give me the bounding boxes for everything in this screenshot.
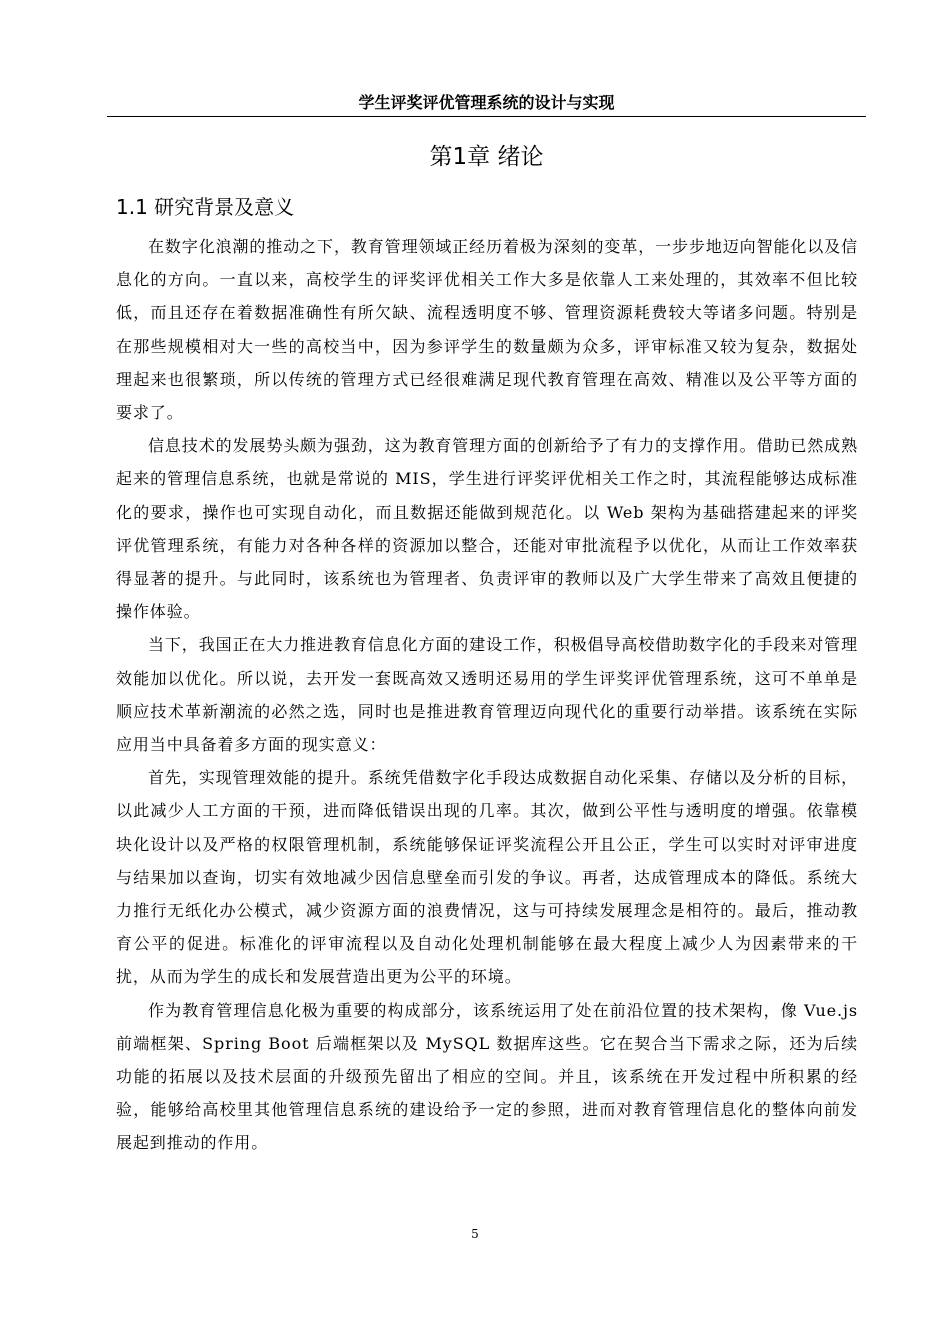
paragraph: 首先，实现管理效能的提升。系统凭借数字化手段达成数据自动化采集、存储以及分析的目标，以此减少人工方面的干预，进而降低错误出现的几率。其次，做到公平性与透明度的增强。依靠模块化设计以及严格的权限管理机制，系统能够保证评奖流程公开且公正，学生可以实时对评审进度与结果加以查询，切实有效地减少因信息壁垒而引发的争议。再者，达成管理成本的降低。系统大力推行无纸化办公模式，减少资源方面的浪费情况，这与可持续发展理念是相符的。最后，推动教育公平的促进。标准化的评审流程以及自动化处理机制能够在最大程度上减少人为因素带来的干扰，从而为学生的成长和发展营造出更为公平的环境。: [116, 768, 858, 987]
section-title: 1.1 研究背景及意义: [116, 195, 295, 219]
paragraph: 在数字化浪潮的推动之下，教育管理领域正经历着极为深刻的变革，一步步地迈向智能化以及信息化的方向。一直以来，高校学生的评奖评优相关工作大多是依靠人工来处理的，其效率不但比较低，而且还存在着数据准确性有所欠缺、流程透明度不够、管理资源耗费较大等诸多问题。特别是在那些规模相对大一些的高校当中，因为参评学生的数量颇为众多，评审标准又较为复杂，数据处理起来也很繁琐，所以传统的管理方式已经很难满足现代教育管理在高效、精准以及公平等方面的要求了。: [116, 237, 858, 423]
page-number: 5: [471, 1227, 479, 1241]
paragraph: 信息技术的发展势头颇为强劲，这为教育管理方面的创新给予了有力的支撑作用。借助已然成熟起来的管理信息系统，也就是常说的 MIS，学生进行评奖评优相关工作之时，其流程能够达成标准化的要求，操作也可实现自动化，而且数据还能做到规范化。以 Web 架构为基础搭建起来的评奖评优管理系统，有能力对各种各样的资源加以整合，还能对审批流程予以优化，从而让工作效率获得显著的提升。与此同时，该系统也为管理者、负责评审的教师以及广大学生带来了高效且便捷的操作体验。: [116, 436, 858, 622]
paragraph: 作为教育管理信息化极为重要的构成部分，该系统运用了处在前沿位置的技术架构，像 Vue.js 前端框架、Spring Boot 后端框架以及 MySQL 数据库这些。它在契合当下需求之际，还为后续功能的拓展以及技术层面的升级预先留出了相应的空间。并且，该系统在开发过程中所积累的经验，能够给高校里其他管理信息系统的建设给予一定的参照，进而对教育管理信息化的整体向前发展起到推动的作用。: [116, 1000, 858, 1153]
body-text: [116, 230, 858, 1160]
paragraph: 当下，我国正在大力推进教育信息化方面的建设工作，积极倡导高校借助数字化的手段来对管理效能加以优化。所以说，去开发一套既高效又透明还易用的学生评奖评优管理系统，这可不单单是顺应技术革新潮流的必然之选，同时也是推进教育管理迈向现代化的重要行动举措。该系统在实际应用当中具备着多方面的现实意义：: [116, 635, 858, 755]
chapter-title: 第1章 绪论: [429, 144, 544, 170]
page-header: 学生评奖评优管理系统的设计与实现: [107, 92, 866, 117]
